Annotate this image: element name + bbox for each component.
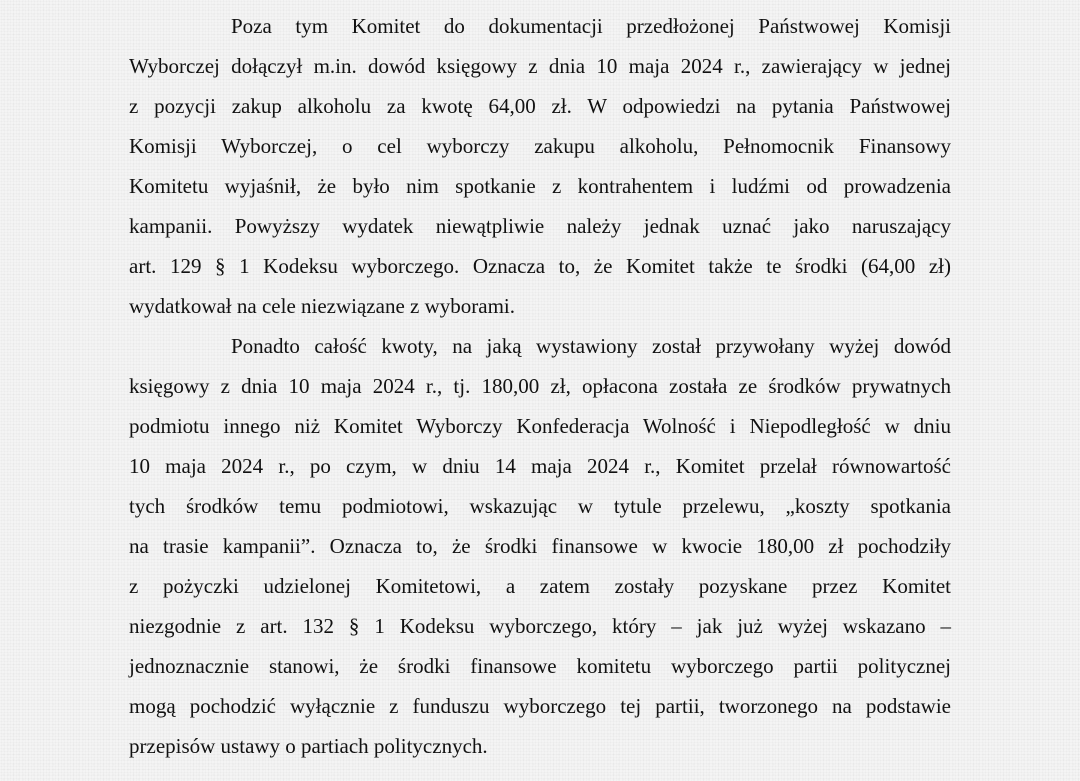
- paragraph-line: z pożyczki udzielonej Komitetowi, a zatem zostały pozyskane przez Komitet: [129, 574, 951, 598]
- paragraph-line: podmiotu innego niż Komitet Wyborczy Konfederacja Wolność i Niepodległość w dniu: [129, 414, 951, 438]
- paragraph-line: Ponadto całość kwoty, na jaką wystawiony został przywołany wyżej dowód: [231, 334, 951, 358]
- paragraph-line: mogą pochodzić wyłącznie z funduszu wyborczego tej partii, tworzonego na podstawie: [129, 694, 951, 718]
- paragraph-line: księgowy z dnia 10 maja 2024 r., tj. 180,00 zł, opłacona została ze środków prywatnych: [129, 374, 951, 398]
- paragraph-line: art. 129 § 1 Kodeksu wyborczego. Oznacza to, że Komitet także te środki (64,00 zł): [129, 254, 951, 278]
- paragraph-line: Wyborczej dołączył m.in. dowód księgowy z dnia 10 maja 2024 r., zawierający w jednej: [129, 54, 951, 78]
- paragraph-line: 10 maja 2024 r., po czym, w dniu 14 maja 2024 r., Komitet przelał równowartość: [129, 454, 951, 478]
- paragraph-line: na trasie kampanii”. Oznacza to, że środki finansowe w kwocie 180,00 zł pochodziły: [129, 534, 951, 558]
- paragraph-line: Poza tym Komitet do dokumentacji przedłożonej Państwowej Komisji: [231, 14, 951, 38]
- paragraph-line: Komisji Wyborczej, o cel wyborczy zakupu alkoholu, Pełnomocnik Finansowy: [129, 134, 951, 158]
- paragraph-line: jednoznacznie stanowi, że środki finansowe komitetu wyborczego partii politycznej: [129, 654, 951, 678]
- paragraph-line: tych środków temu podmiotowi, wskazując w tytule przelewu, „koszty spotkania: [129, 494, 951, 518]
- paragraph-2: [129, 326, 951, 766]
- paragraph-line: niezgodnie z art. 132 § 1 Kodeksu wyborczego, który – jak już wyżej wskazano –: [129, 614, 951, 638]
- paragraph-line: wydatkował na cele niezwiązane z wyborami.: [129, 294, 515, 318]
- paragraph-line: przepisów ustawy o partiach politycznych.: [129, 734, 488, 758]
- paragraph-1: [129, 6, 951, 326]
- paragraph-line: Komitetu wyjaśnił, że było nim spotkanie z kontrahentem i ludźmi od prowadzenia: [129, 174, 951, 198]
- paragraph-line: z pozycji zakup alkoholu za kwotę 64,00 zł. W odpowiedzi na pytania Państwowej: [129, 94, 951, 118]
- document-page: [129, 6, 951, 766]
- paragraph-line: kampanii. Powyższy wydatek niewątpliwie należy jednak uznać jako naruszający: [129, 214, 951, 238]
